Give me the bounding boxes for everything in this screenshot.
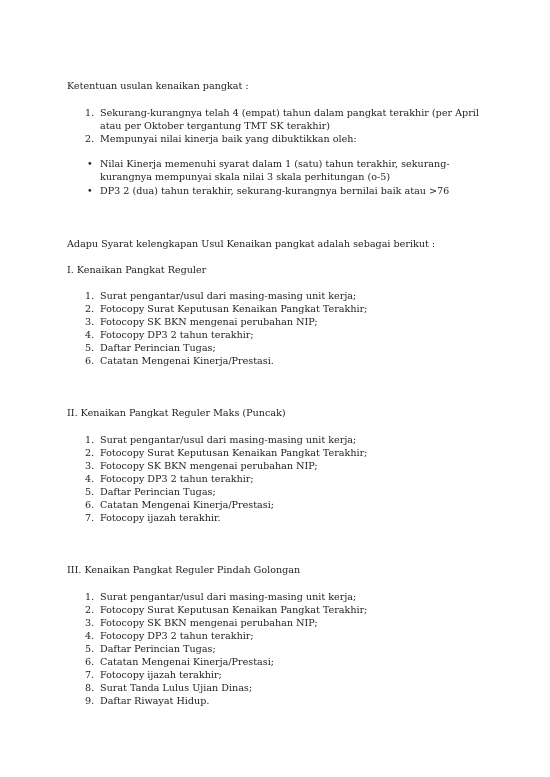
- list-item-number: 7.: [85, 670, 95, 681]
- list-item-number: 6.: [85, 657, 95, 668]
- list-item: Surat pengantar/usul dari masing-masing unit kerja;: [100, 592, 357, 603]
- list-item-number: 3.: [85, 618, 95, 629]
- list-item: Fotocopy DP3 2 tahun terakhir;: [100, 474, 254, 485]
- list-item-number: 2.: [85, 448, 95, 459]
- list-item-number: 6.: [85, 500, 95, 511]
- list-item-number: 7.: [85, 513, 95, 524]
- bullet-text: kurangnya mempunyai skala nilai 3 skala perhitungan (o-5): [100, 172, 391, 183]
- list-item-number: 2.: [85, 304, 95, 315]
- list-item-number: 5.: [85, 343, 95, 354]
- condition-number: 2.: [85, 134, 95, 145]
- bullet-text: Nilai Kinerja memenuhi syarat dalam 1 (satu) tahun terakhir, sekurang-: [100, 159, 450, 170]
- condition-text: atau per Oktober tergantung TMT SK terakhir): [100, 121, 330, 132]
- list-item: Fotocopy Surat Keputusan Kenaikan Pangkat Terakhir;: [100, 605, 368, 616]
- list-item: Fotocopy Surat Keputusan Kenaikan Pangkat Terakhir;: [100, 304, 368, 315]
- section-title: I. Kenaikan Pangkat Reguler: [67, 265, 207, 276]
- list-item: Fotocopy DP3 2 tahun terakhir;: [100, 330, 254, 341]
- condition-number: 1.: [85, 108, 95, 119]
- list-item-number: 5.: [85, 644, 95, 655]
- list-item: Surat pengantar/usul dari masing-masing unit kerja;: [100, 435, 357, 446]
- section-title: II. Kenaikan Pangkat Reguler Maks (Puncak): [67, 408, 286, 419]
- requirements-intro: Adapu Syarat kelengkapan Usul Kenaikan pangkat adalah sebagai berikut :: [67, 239, 436, 250]
- list-item: Surat Tanda Lulus Ujian Dinas;: [100, 683, 253, 694]
- list-item-number: 3.: [85, 317, 95, 328]
- list-item: Fotocopy SK BKN mengenai perubahan NIP;: [100, 461, 318, 472]
- list-item-number: 1.: [85, 435, 95, 446]
- list-item-number: 4.: [85, 631, 95, 642]
- list-item: Daftar Perincian Tugas;: [100, 644, 216, 655]
- list-item-number: 5.: [85, 487, 95, 498]
- bullet-icon: •: [87, 186, 93, 197]
- section-title: III. Kenaikan Pangkat Reguler Pindah Golongan: [67, 565, 301, 576]
- list-item: Catatan Mengenai Kinerja/Prestasi;: [100, 500, 274, 511]
- list-item: Fotocopy SK BKN mengenai perubahan NIP;: [100, 618, 318, 629]
- list-item: Surat pengantar/usul dari masing-masing unit kerja;: [100, 291, 357, 302]
- list-item: Daftar Perincian Tugas;: [100, 343, 216, 354]
- list-item: Fotocopy SK BKN mengenai perubahan NIP;: [100, 317, 318, 328]
- list-item: Fotocopy ijazah terakhir.: [100, 513, 221, 524]
- list-item-number: 1.: [85, 592, 95, 603]
- list-item-number: 4.: [85, 330, 95, 341]
- list-item-number: 1.: [85, 291, 95, 302]
- list-item: Daftar Perincian Tugas;: [100, 487, 216, 498]
- list-item: Fotocopy Surat Keputusan Kenaikan Pangkat Terakhir;: [100, 448, 368, 459]
- list-item: Fotocopy ijazah terakhir;: [100, 670, 222, 681]
- list-item: Fotocopy DP3 2 tahun terakhir;: [100, 631, 254, 642]
- list-item-number: 9.: [85, 696, 95, 707]
- list-item: Catatan Mengenai Kinerja/Prestasi;: [100, 657, 274, 668]
- bullet-text: DP3 2 (dua) tahun terakhir, sekurang-kurangnya bernilai baik atau >76: [100, 186, 450, 197]
- list-item-number: 6.: [85, 356, 95, 367]
- list-item-number: 2.: [85, 605, 95, 616]
- condition-text: Sekurang-kurangnya telah 4 (empat) tahun dalam pangkat terakhir (per April: [100, 108, 479, 119]
- intro-heading: Ketentuan usulan kenaikan pangkat :: [67, 81, 249, 92]
- list-item: Catatan Mengenai Kinerja/Prestasi.: [100, 356, 274, 367]
- list-item-number: 4.: [85, 474, 95, 485]
- bullet-icon: •: [87, 159, 93, 170]
- condition-text: Mempunyai nilai kinerja baik yang dibuktikkan oleh:: [100, 134, 357, 145]
- list-item-number: 3.: [85, 461, 95, 472]
- list-item: Daftar Riwayat Hidup.: [100, 696, 210, 707]
- list-item-number: 8.: [85, 683, 95, 694]
